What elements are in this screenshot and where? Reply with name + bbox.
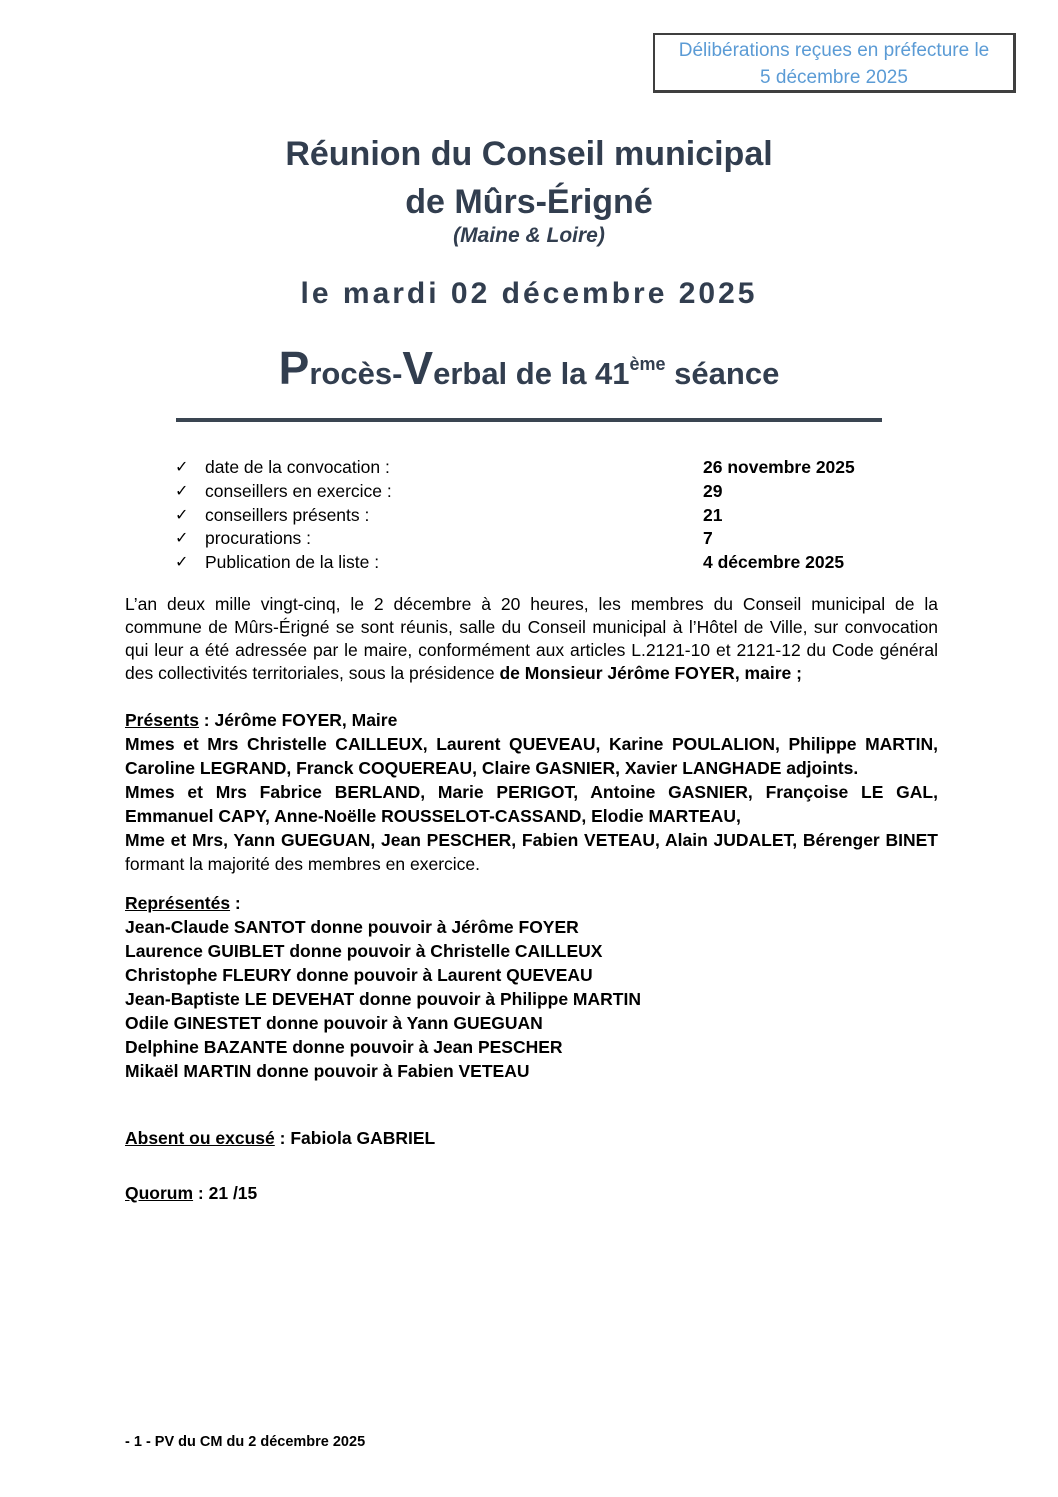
presents-heading: Présents [125, 710, 199, 730]
meta-row-procurations [175, 528, 935, 552]
meta-value: 29 [703, 480, 723, 501]
proxy-line: Jean-Claude SANTOT donne pouvoir à Jérôme FOYER [125, 917, 579, 937]
meta-label: conseillers en exercice : [205, 480, 392, 501]
intro-text: L’an deux mille vingt-cinq, le 2 décembre à 20 heures, les membres du Conseil municipal de la commune de Mûrs-Érigné se sont réunis, salle du Conseil municipal à l’Hôtel de Ville, sur convocation qui leur a été adressée par le maire, conformément aux articles L.2121-10 et 2121-12 du Code général des collectivités territoriales, sous la présidence [125, 594, 938, 683]
checkmark-icon: ✓ [175, 482, 189, 500]
prefecture-stamp [653, 33, 1016, 93]
meta-label: date de la convocation : [205, 457, 390, 477]
absent-heading: Absent ou excusé [125, 1128, 275, 1148]
proxy-line: Jean-Baptiste LE DEVEHAT donne pouvoir à Philippe MARTIN [125, 989, 641, 1009]
meta-row-publication [175, 552, 935, 576]
meta-value: 21 [703, 504, 723, 525]
horizontal-rule [176, 418, 882, 422]
title-subtitle: (Maine & Loire) [453, 224, 605, 247]
pv-cap-p: P [278, 342, 310, 394]
quorum-section [125, 1183, 938, 1204]
proxy-line: Delphine BAZANTE donne pouvoir à Jean PESCHER [125, 1037, 563, 1057]
presents-section [125, 708, 938, 876]
intro-president: de Monsieur Jérôme FOYER, maire ; [499, 663, 802, 683]
meta-value: 26 novembre 2025 [703, 457, 855, 477]
pv-superscript: ème [629, 354, 666, 374]
representes-heading: Représentés [125, 893, 231, 913]
absent-name: : Fabiola GABRIEL [274, 1128, 436, 1148]
meta-label: Publication de la liste : [205, 552, 380, 573]
proxy-line: Laurence GUIBLET donne pouvoir à Christelle CAILLEUX [125, 941, 603, 961]
meta-row-presents [175, 505, 935, 529]
quorum-value: : 21 /15 [193, 1183, 258, 1203]
meta-row-exercice [175, 481, 935, 505]
page-footer: - 1 - PV du CM du 2 décembre 2025 [125, 1434, 366, 1450]
meta-value: 4 décembre 2025 [703, 552, 845, 573]
presents-tail: formant la majorité des membres en exercice. [125, 854, 480, 874]
pv-cap-v: V [402, 342, 434, 394]
proces-verbal-heading [0, 341, 1058, 395]
pv-text2: erbal de la 41 [433, 356, 630, 391]
meta-label: procurations : [205, 528, 312, 549]
presents-conseillers-1: Mmes et Mrs Fabrice BERLAND, Marie PERIGOT, Antoine GASNIER, Françoise LE GAL, Emmanuel CAPY, Anne-Noëlle ROUSSELOT-CASSAND, Elodie MARTEAU, [125, 782, 938, 826]
proxy-line: Odile GINESTET donne pouvoir à Yann GUEGUAN [125, 1013, 543, 1033]
presents-adjoints: Mmes et Mrs Christelle CAILLEUX, Laurent QUEVEAU, Karine POULALION, Philippe MARTIN, Caroline LEGRAND, Franck COQUEREAU, Claire GASNIER, Xavier LANGHADE adjoints. [125, 734, 938, 778]
meta-value: 7 [703, 528, 713, 549]
stamp-line2: 5 décembre 2025 [760, 67, 908, 88]
presents-conseillers-2 [125, 828, 938, 876]
quorum-heading: Quorum [125, 1183, 194, 1203]
checkmark-icon: ✓ [175, 530, 189, 548]
intro-paragraph [125, 593, 938, 685]
meeting-meta-list [175, 457, 935, 576]
checkmark-icon: ✓ [175, 459, 189, 476]
proxy-line: Mikaël MARTIN donne pouvoir à Fabien VETEAU [125, 1061, 530, 1081]
checkmark-icon: ✓ [175, 506, 189, 524]
presents-heading-line [125, 708, 938, 732]
meeting-date: le mardi 02 décembre 2025 [300, 277, 758, 310]
presents-names: Mme et Mrs, Yann GUEGUAN, Jean PESCHER, Fabien VETEAU, Alain JUDALET, Bérenger BINET [125, 830, 938, 850]
representes-sep: : [230, 893, 241, 913]
title-line1: Réunion du Conseil municipal [285, 135, 773, 173]
presents-maire: : Jérôme FOYER, Maire [198, 710, 398, 730]
absent-section [125, 1128, 938, 1149]
meta-label: conseillers présents : [205, 504, 370, 525]
meta-row-convocation [175, 457, 935, 481]
checkmark-icon: ✓ [175, 554, 189, 572]
representes-heading-line [125, 891, 938, 915]
document-title [0, 130, 1058, 226]
representes-section [125, 891, 938, 1083]
proxy-line: Christophe FLEURY donne pouvoir à Laurent QUEVEAU [125, 965, 593, 985]
title-line2: de Mûrs-Érigné [405, 183, 653, 221]
pv-text3: séance [665, 356, 780, 391]
pv-text1: rocès- [309, 356, 403, 391]
stamp-line1: Délibérations reçues en préfecture le [678, 40, 990, 61]
